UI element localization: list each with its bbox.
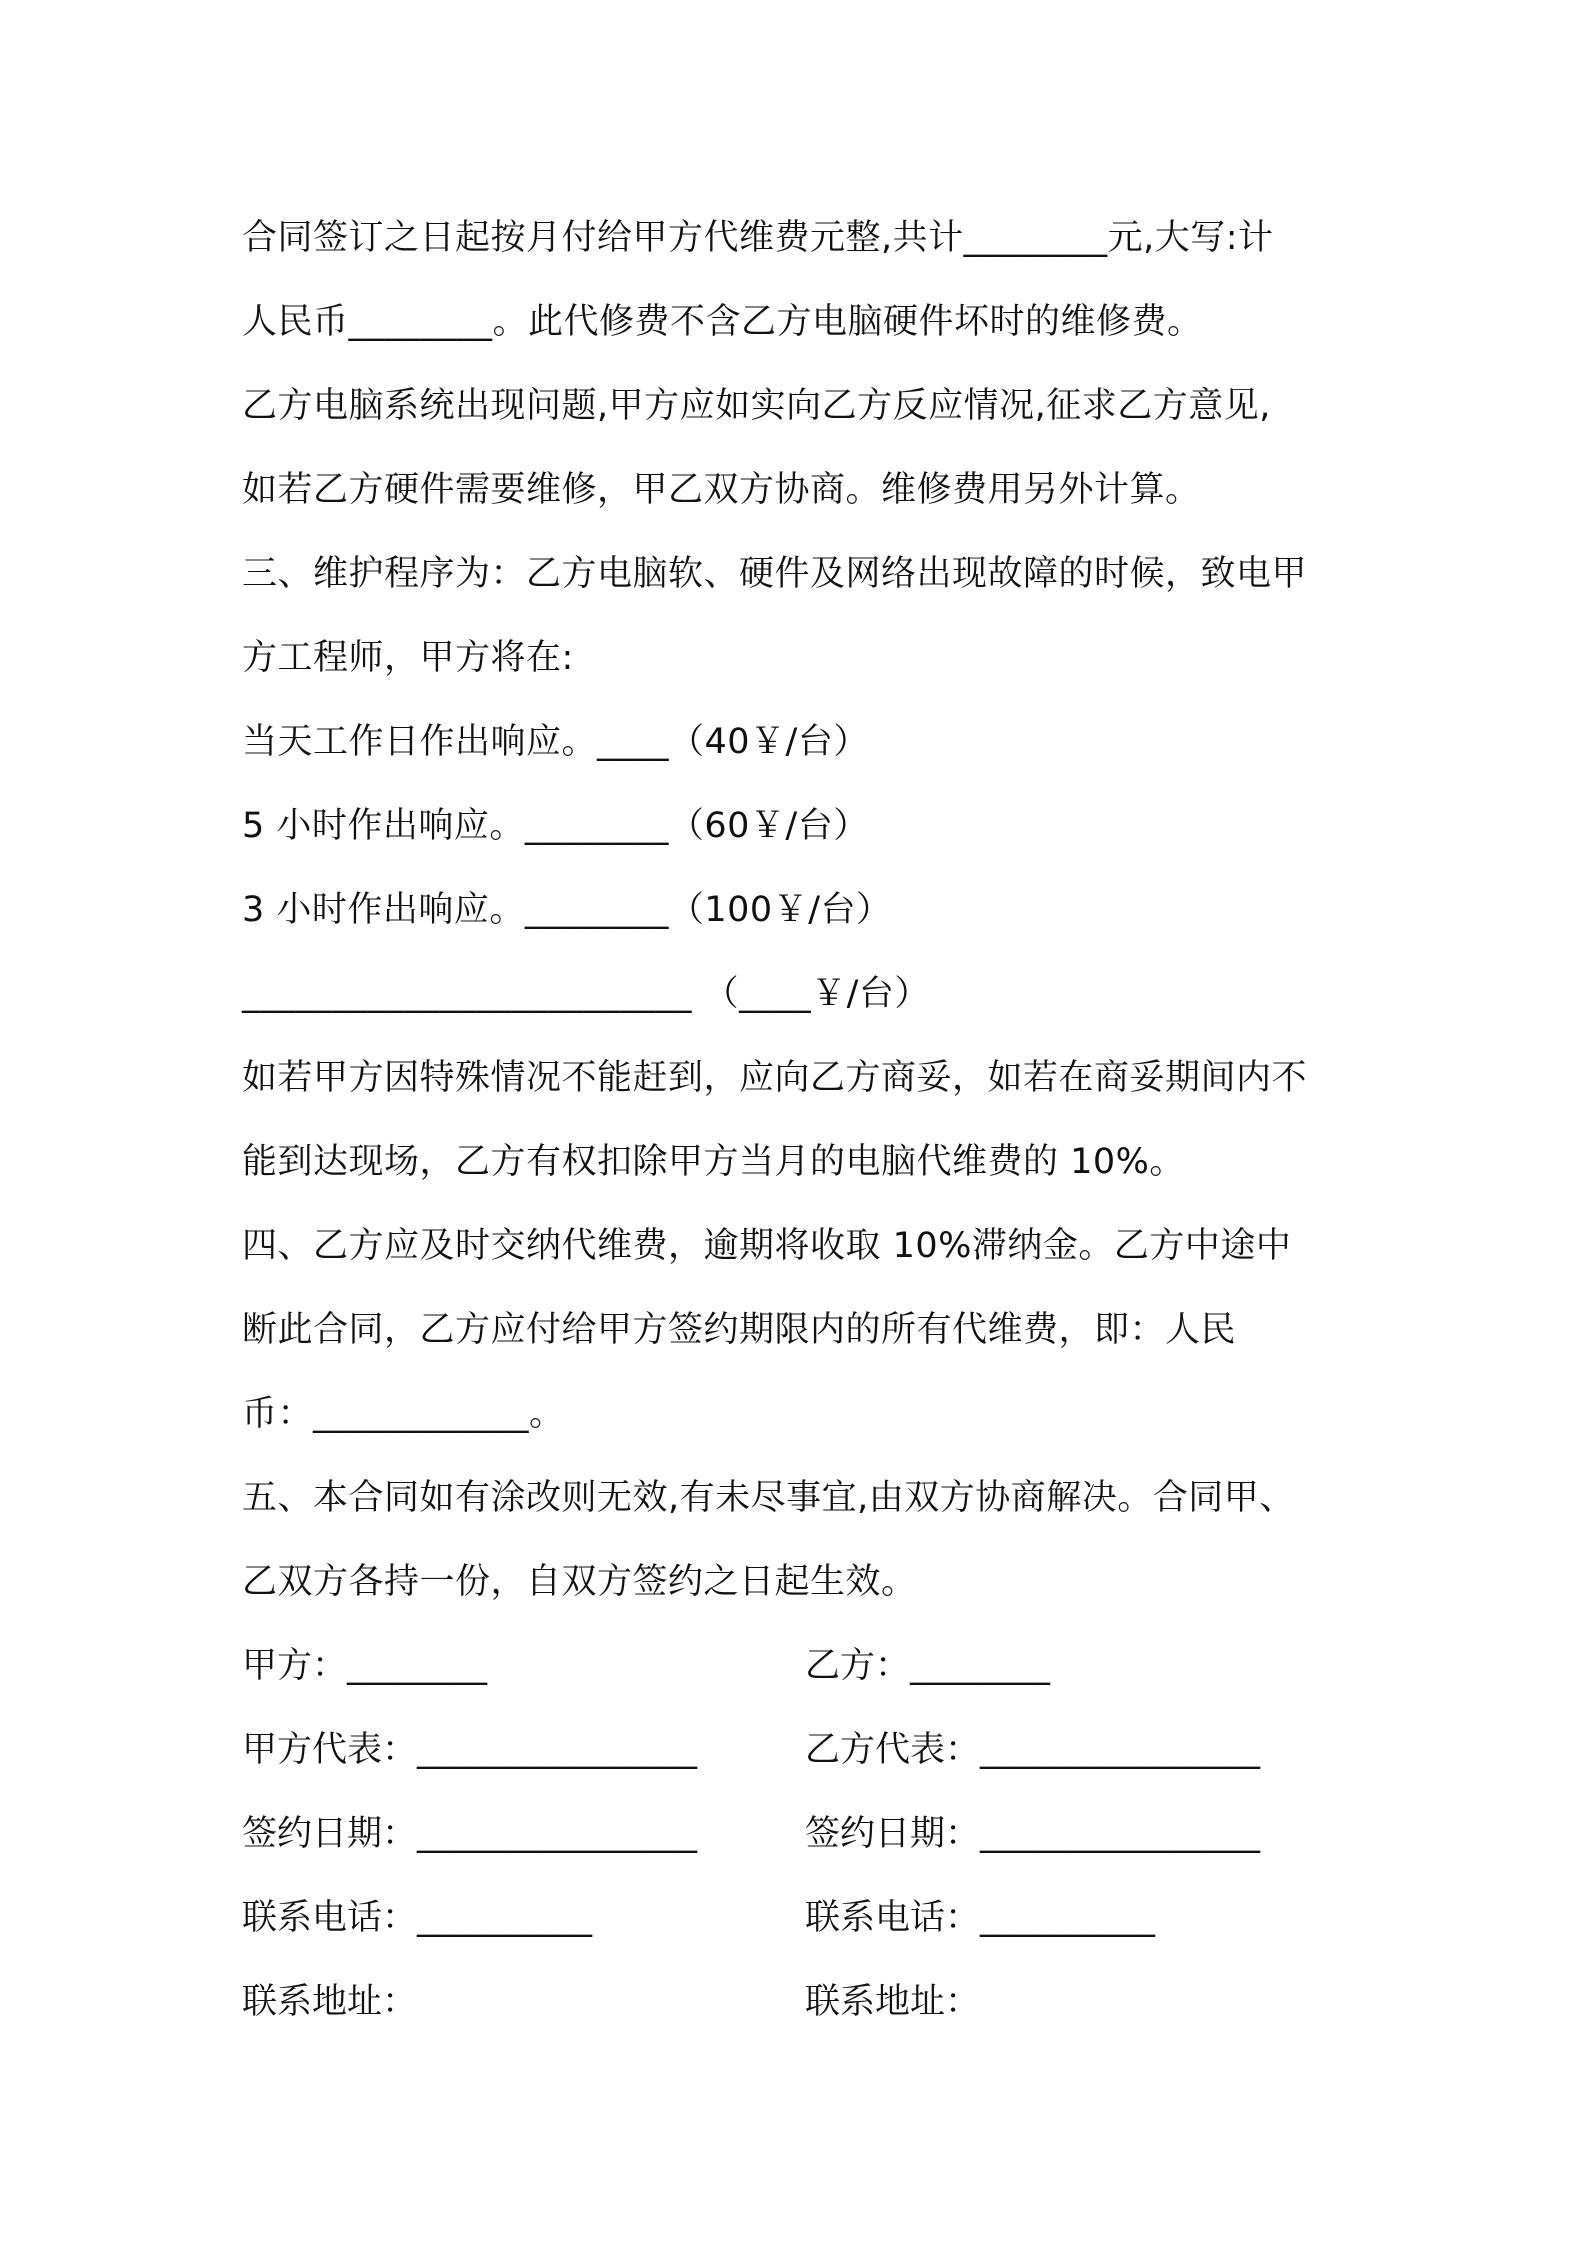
party-a-representative-field: 甲方代表：________________ [242,1730,698,1770]
response-option-5h: 5 小时作出响应。________（60￥/台） [242,806,869,846]
paragraph-line: 能到达现场，乙方有权扣除甲方当月的电脑代维费的 10%。 [242,1142,1185,1182]
party-b-representative-field: 乙方代表：________________ [805,1730,1261,1770]
signature-row-date [242,1792,1362,1876]
signature-row-representative [242,1708,1362,1792]
party-b-field: 乙方：________ [805,1646,1051,1686]
paragraph-line: 如若乙方硬件需要维修，甲乙双方协商。维修费用另外计算。 [242,470,1201,510]
party-a-field: 甲方：________ [242,1646,488,1686]
paragraph-line: 如若甲方因特殊情况不能赶到，应向乙方商妥，如若在商妥期间内不 [242,1058,1308,1098]
section-five-heading: 五、本合同如有涂改则无效,有未尽事宜,由双方协商解决。合同甲、 [242,1478,1295,1518]
paragraph-line: 币：____________。 [242,1394,565,1434]
party-a-date-field: 签约日期：________________ [242,1814,698,1854]
signature-row-party [242,1624,1362,1708]
party-b-phone-field: 联系电话：__________ [805,1898,1156,1938]
signature-row-phone [242,1876,1362,1960]
signature-row-address [242,1960,1362,2044]
party-a-address-field: 联系地址： [242,1982,418,2022]
party-b-address-field: 联系地址： [805,1982,981,2022]
paragraph-line: 合同签订之日起按月付给甲方代维费元整,共计________元,大写:计 [242,218,1274,258]
response-option-custom: _________________________ （____￥/台） [242,974,930,1014]
paragraph-line: 方工程师，甲方将在: [242,638,574,678]
paragraph-line: 乙方电脑系统出现问题,甲方应如实向乙方反应情况,征求乙方意见, [242,386,1271,426]
party-b-date-field: 签约日期：________________ [805,1814,1261,1854]
section-three-heading: 三、维护程序为：乙方电脑软、硬件及网络出现故障的时候，致电甲 [242,554,1308,594]
party-a-phone-field: 联系电话：__________ [242,1898,593,1938]
response-option-3h: 3 小时作出响应。________（100￥/台） [242,890,892,930]
response-option-same-day: 当天工作日作出响应。____（40￥/台） [242,722,869,762]
contract-body [242,196,1362,2044]
paragraph-line: 断此合同，乙方应付给甲方签约期限内的所有代维费，即：人民 [242,1310,1237,1350]
paragraph-line: 人民币________。此代修费不含乙方电脑硬件坏时的维修费。 [242,302,1203,342]
section-four-heading: 四、乙方应及时交纳代维费，逾期将收取 10%滞纳金。乙方中途中 [242,1226,1292,1266]
paragraph-line: 乙双方各持一份，自双方签约之日起生效。 [242,1562,917,1602]
